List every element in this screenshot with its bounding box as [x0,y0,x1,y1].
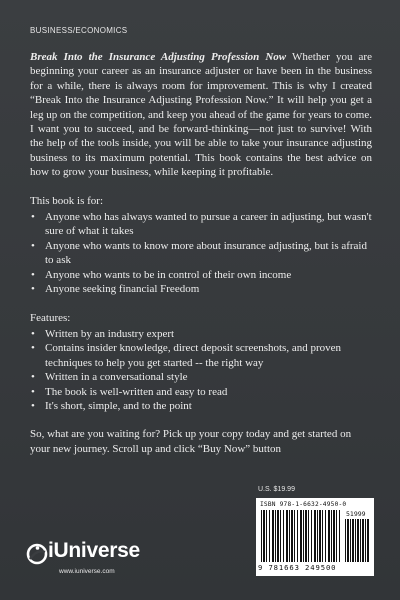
barcode [256,498,374,576]
publisher-url: www.iuniverse.com [59,568,115,575]
list-item: • Anyone who wants to know more about insurance adjusting, but is afraid to ask [30,239,372,268]
audience-heading: This book is for: [30,194,104,207]
features-heading: Features: [30,311,71,324]
list-item: • It's short, simple, and to the point [30,399,372,413]
addon-barcode-bars [345,519,370,562]
list-item: • Written in a conversational style [30,370,372,384]
ean-digits-label: 9 781663 249500 [258,563,337,572]
intro-paragraph [30,50,372,180]
isbn-label: ISBN 978-1-6632-4950-0 [260,501,347,508]
audience-list [30,210,372,296]
list-item: • Contains insider knowledge, direct deposit screenshots, and proven techniques to help you get started -- the right way [30,341,372,370]
price-label: U.S. $19.99 [258,486,295,493]
book-title: Break Into the Insurance Adjusting Profession Now [30,51,287,63]
list-item: • Anyone seeking financial Freedom [30,282,372,296]
list-item: • Anyone who wants to be in control of their own income [30,268,372,282]
ean-barcode-bars [261,510,341,562]
description-block [30,50,372,456]
closing-paragraph: So, what are you waiting for? Pick up your copy today and get started on your new journey. Scroll up and click “Buy Now” button [30,428,352,455]
intro-text: Whether you are beginning your career as an insurance adjuster or have been in the business for a while, there is always room for improvement. This is why I created “Break Into the Insurance Adjusting Profession Now.” It will help you get a leg up on the competition, and keep you ahead of the game for years to come. I want you to succeed, and be forward-thinking—not just to survive! With the help of the tools inside, you will be able to take your insurance adjusting business to its maximum potential. This book contains the best advice on how to grow your business, while keeping it profitable. [30,51,372,179]
publisher-name: iUniverse [48,539,140,562]
features-list [30,327,372,413]
list-item: • Anyone who has always wanted to pursue a career in adjusting, but wasn't sure of what it takes [30,210,372,239]
category-label: BUSINESS/ECONOMICS [30,26,128,35]
price-code-label: 51999 [346,510,366,518]
list-item: • The book is well-written and easy to read [30,385,372,399]
list-item: • Written by an industry expert [30,327,372,341]
publisher-logo [26,539,176,579]
iuniverse-swirl-icon [26,543,48,565]
